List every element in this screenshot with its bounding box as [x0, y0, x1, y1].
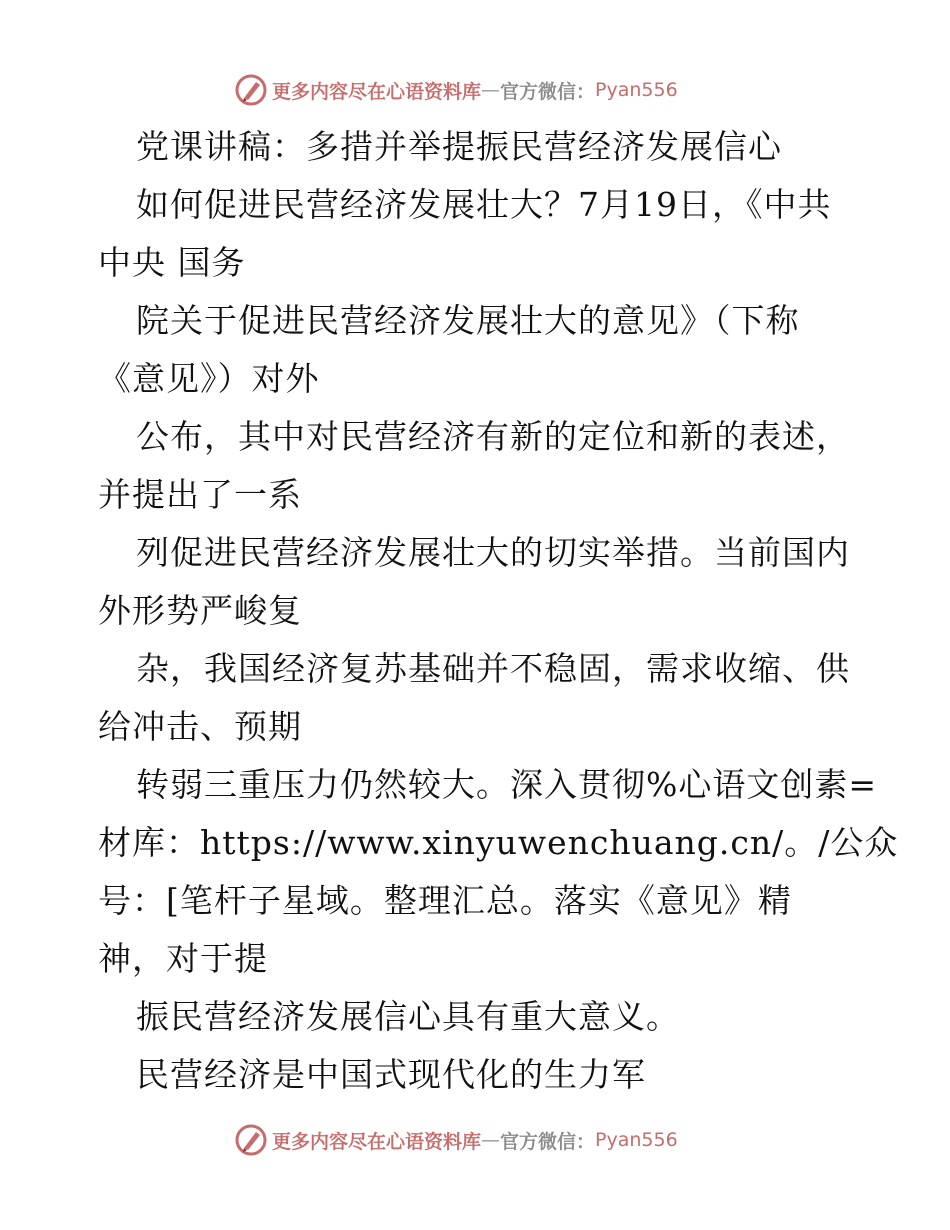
header-watermark [234, 72, 678, 108]
text-line: 神，对于提 [98, 939, 268, 978]
text-line: 号：[笔杆子星域。整理汇总。落实《意见》精 [98, 881, 792, 920]
pen-circle-logo-icon [234, 73, 268, 107]
watermark-dash: — [481, 79, 501, 101]
text-line: 如何促进民营经济发展壮大？7月19日，《中共 [136, 185, 832, 224]
watermark-wechat-id: Pyan556 [595, 1129, 678, 1151]
pen-circle-logo-icon [234, 1123, 268, 1157]
text-line: 院关于促进民营经济发展壮大的意见》（下称 [136, 301, 800, 340]
text-line: 材库：https://www.xinyuwenchuang.cn/。/公众 [98, 823, 899, 862]
section-heading: 民营经济是中国式现代化的生力军 [136, 1055, 646, 1094]
footer-watermark [234, 1122, 678, 1158]
watermark-dash: — [481, 1129, 501, 1151]
text-line: 转弱三重压力仍然较大。深入贯彻%心语文创素= [136, 765, 878, 804]
document-title: 党课讲稿：多措并举提振民营经济发展信心 [136, 127, 782, 166]
watermark-wechat-label: 官方微信： [500, 80, 596, 103]
watermark-main-text: 更多内容尽在心语资料库 [272, 1130, 482, 1153]
text-line: 公布，其中对民营经济有新的定位和新的表述， [136, 417, 850, 456]
watermark-wechat-label: 官方微信： [500, 1130, 596, 1153]
text-line: 给冲击、预期 [98, 707, 302, 746]
text-line: 列促进民营经济发展壮大的切实举措。当前国内 [136, 533, 850, 572]
text-line: 杂，我国经济复苏基础并不稳固，需求收缩、供 [136, 649, 850, 688]
document-body [98, 118, 899, 1104]
text-line: 并提出了一系 [98, 475, 302, 514]
text-line: 《意见》）对外 [98, 359, 320, 398]
text-line: 外形势严峻复 [98, 591, 302, 630]
text-line: 振民营经济发展信心具有重大意义。 [136, 997, 680, 1036]
text-line: 中央 国务 [98, 243, 246, 282]
watermark-wechat-id: Pyan556 [595, 79, 678, 101]
watermark-main-text: 更多内容尽在心语资料库 [272, 80, 482, 103]
